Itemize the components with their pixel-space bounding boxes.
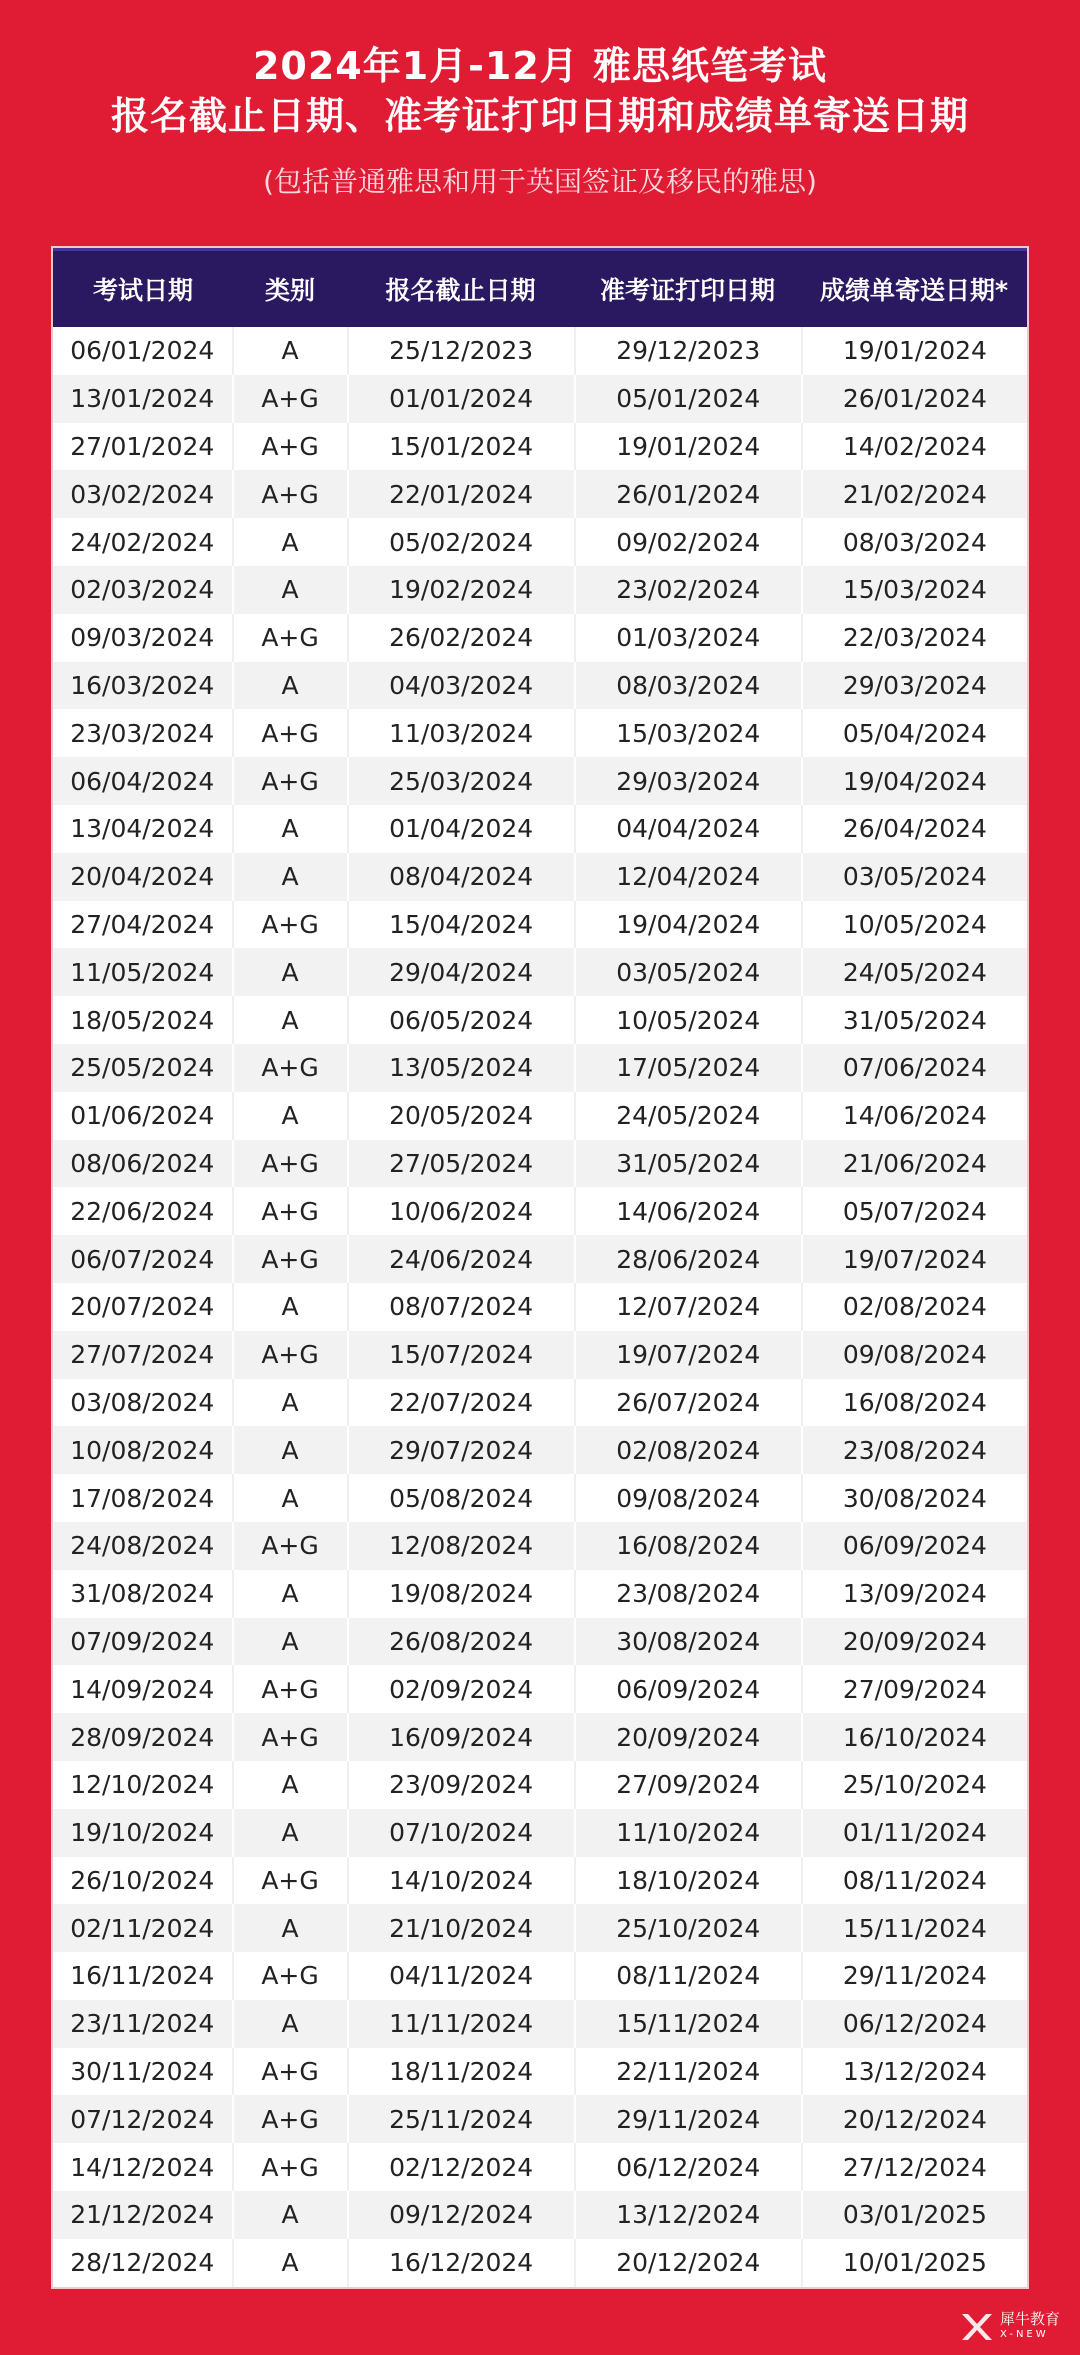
report-send-date-cell: 08/03/2024	[842, 527, 987, 557]
column-header-exam-date: 考试日期	[92, 276, 193, 305]
table-row	[53, 2191, 1027, 2239]
category-cell: A	[234, 1904, 349, 1952]
table-row	[53, 1187, 1027, 1235]
admission-print-date-cell: 02/08/2024	[576, 1426, 803, 1474]
category-cell: A	[234, 1379, 349, 1427]
category-cell: A+G	[234, 1665, 349, 1713]
registration-deadline-cell: 09/12/2024	[349, 2191, 576, 2239]
x-logo-icon	[960, 2312, 994, 2342]
registration-deadline-cell: 08/07/2024	[349, 1283, 576, 1331]
registration-deadline-cell: 04/03/2024	[349, 662, 576, 710]
table-row	[53, 1761, 1027, 1809]
report-send-date-cell: 13/12/2024	[842, 2057, 987, 2087]
report-send-date-cell: 26/04/2024	[842, 814, 987, 844]
registration-deadline-cell: 07/10/2024	[349, 1809, 576, 1857]
report-send-date-cell: 19/07/2024	[842, 1244, 987, 1274]
admission-print-date-cell: 25/10/2024	[576, 1904, 803, 1952]
admission-print-date-cell: 06/12/2024	[576, 2143, 803, 2191]
admission-print-date-cell: 27/09/2024	[576, 1761, 803, 1809]
table-row	[53, 996, 1027, 1044]
report-send-date-cell: 24/05/2024	[842, 957, 987, 987]
category-cell: A+G	[234, 470, 349, 518]
report-send-date-cell: 27/12/2024	[842, 2152, 987, 2182]
exam-date-cell: 11/05/2024	[53, 948, 234, 996]
category-cell: A+G	[234, 1522, 349, 1570]
exam-date-cell: 19/10/2024	[53, 1809, 234, 1857]
category-cell: A	[234, 2000, 349, 2048]
exam-date-cell: 27/01/2024	[53, 423, 234, 471]
report-send-date-cell: 14/02/2024	[842, 431, 987, 461]
admission-print-date-cell: 11/10/2024	[576, 1809, 803, 1857]
category-cell: A+G	[234, 1235, 349, 1283]
admission-print-date-cell: 03/05/2024	[576, 948, 803, 996]
admission-print-date-cell: 14/06/2024	[576, 1187, 803, 1235]
exam-date-cell: 26/10/2024	[53, 1857, 234, 1905]
category-cell: A+G	[234, 1713, 349, 1761]
table-row	[53, 1235, 1027, 1283]
registration-deadline-cell: 02/12/2024	[349, 2143, 576, 2191]
report-send-date-cell: 05/07/2024	[842, 1196, 987, 1226]
exam-date-cell: 16/11/2024	[53, 1952, 234, 2000]
exam-date-cell: 06/07/2024	[53, 1235, 234, 1283]
report-send-date-cell: 20/09/2024	[842, 1626, 987, 1656]
registration-deadline-cell: 01/04/2024	[349, 805, 576, 853]
admission-print-date-cell: 12/07/2024	[576, 1283, 803, 1331]
exam-date-cell: 25/05/2024	[53, 1044, 234, 1092]
admission-print-date-cell: 23/08/2024	[576, 1570, 803, 1618]
registration-deadline-cell: 19/08/2024	[349, 1570, 576, 1618]
table-row	[53, 1522, 1027, 1570]
report-send-date-cell: 27/09/2024	[842, 1674, 987, 1704]
category-cell: A+G	[234, 1187, 349, 1235]
exam-date-cell: 27/04/2024	[53, 901, 234, 949]
report-send-date-cell: 14/06/2024	[842, 1101, 987, 1131]
table-row	[53, 709, 1027, 757]
admission-print-date-cell: 26/01/2024	[576, 470, 803, 518]
report-send-date-cell: 10/05/2024	[842, 909, 987, 939]
brand-sub: X-NEW	[999, 2329, 1049, 2340]
exam-date-cell: 22/06/2024	[53, 1187, 234, 1235]
exam-date-cell: 13/04/2024	[53, 805, 234, 853]
report-send-date-cell: 30/08/2024	[842, 1483, 987, 1513]
category-cell: A	[234, 996, 349, 1044]
table-row	[53, 2000, 1027, 2048]
exam-date-cell: 27/07/2024	[53, 1331, 234, 1379]
table-row	[53, 1283, 1027, 1331]
registration-deadline-cell: 29/04/2024	[349, 948, 576, 996]
table-row	[53, 1713, 1027, 1761]
category-cell: A+G	[234, 614, 349, 662]
registration-deadline-cell: 15/07/2024	[349, 1331, 576, 1379]
admission-print-date-cell: 09/08/2024	[576, 1474, 803, 1522]
registration-deadline-cell: 26/02/2024	[349, 614, 576, 662]
exam-date-cell: 16/03/2024	[53, 662, 234, 710]
page-title: 2024年1月-12月 雅思纸笔考试	[252, 44, 828, 88]
registration-deadline-cell: 08/04/2024	[349, 853, 576, 901]
exam-date-cell: 21/12/2024	[53, 2191, 234, 2239]
admission-print-date-cell: 08/11/2024	[576, 1952, 803, 2000]
exam-date-cell: 24/02/2024	[53, 518, 234, 566]
category-cell: A+G	[234, 2048, 349, 2096]
admission-print-date-cell: 18/10/2024	[576, 1857, 803, 1905]
exam-date-cell: 20/07/2024	[53, 1283, 234, 1331]
registration-deadline-cell: 16/09/2024	[349, 1713, 576, 1761]
admission-print-date-cell: 17/05/2024	[576, 1044, 803, 1092]
table-row	[53, 518, 1027, 566]
registration-deadline-cell: 04/11/2024	[349, 1952, 576, 2000]
table-row	[53, 2095, 1027, 2143]
report-send-date-cell: 08/11/2024	[842, 1865, 987, 1895]
registration-deadline-cell: 16/12/2024	[349, 2239, 576, 2287]
admission-print-date-cell: 26/07/2024	[576, 1379, 803, 1427]
report-send-date-cell: 15/03/2024	[842, 575, 987, 605]
table-row	[53, 948, 1027, 996]
category-cell: A	[234, 518, 349, 566]
table-body	[53, 327, 1027, 2287]
admission-print-date-cell: 15/03/2024	[576, 709, 803, 757]
exam-date-cell: 07/09/2024	[53, 1618, 234, 1666]
report-send-date-cell: 10/01/2025	[842, 2248, 987, 2278]
column-header-category: 类别	[264, 276, 315, 305]
exam-date-cell: 18/05/2024	[53, 996, 234, 1044]
table-row	[53, 375, 1027, 423]
registration-deadline-cell: 25/11/2024	[349, 2095, 576, 2143]
exam-date-cell: 07/12/2024	[53, 2095, 234, 2143]
category-cell: A	[234, 948, 349, 996]
report-send-date-cell: 13/09/2024	[842, 1579, 987, 1609]
table-row	[53, 757, 1027, 805]
exam-date-cell: 09/03/2024	[53, 614, 234, 662]
report-send-date-cell: 20/12/2024	[842, 2104, 987, 2134]
admission-print-date-cell: 05/01/2024	[576, 375, 803, 423]
registration-deadline-cell: 05/02/2024	[349, 518, 576, 566]
table-row	[53, 805, 1027, 853]
table-row	[53, 1474, 1027, 1522]
admission-print-date-cell: 28/06/2024	[576, 1235, 803, 1283]
admission-print-date-cell: 30/08/2024	[576, 1618, 803, 1666]
admission-print-date-cell: 20/09/2024	[576, 1713, 803, 1761]
report-send-date-cell: 29/03/2024	[842, 670, 987, 700]
category-cell: A	[234, 2191, 349, 2239]
category-cell: A	[234, 1809, 349, 1857]
report-send-date-cell: 06/09/2024	[842, 1531, 987, 1561]
report-send-date-cell: 09/08/2024	[842, 1340, 987, 1370]
table-row	[53, 1426, 1027, 1474]
table-row	[53, 2048, 1027, 2096]
registration-deadline-cell: 11/11/2024	[349, 2000, 576, 2048]
category-cell: A	[234, 2239, 349, 2287]
report-send-date-cell: 01/11/2024	[842, 1818, 987, 1848]
admission-print-date-cell: 29/11/2024	[576, 2095, 803, 2143]
category-cell: A	[234, 1618, 349, 1666]
table-row	[53, 1809, 1027, 1857]
category-cell: A	[234, 1474, 349, 1522]
admission-print-date-cell: 12/04/2024	[576, 853, 803, 901]
registration-deadline-cell: 21/10/2024	[349, 1904, 576, 1952]
report-send-date-cell: 19/04/2024	[842, 766, 987, 796]
column-header-admission-print-date: 准考证打印日期	[599, 276, 775, 305]
category-cell: A+G	[234, 1331, 349, 1379]
brand-name: 犀牛教育	[999, 2310, 1060, 2328]
table-row	[53, 470, 1027, 518]
exam-date-cell: 14/12/2024	[53, 2143, 234, 2191]
category-cell: A+G	[234, 2143, 349, 2191]
table-row	[53, 901, 1027, 949]
admission-print-date-cell: 23/02/2024	[576, 566, 803, 614]
table-row	[53, 1092, 1027, 1140]
exam-date-cell: 02/11/2024	[53, 1904, 234, 1952]
admission-print-date-cell: 04/04/2024	[576, 805, 803, 853]
report-send-date-cell: 16/10/2024	[842, 1722, 987, 1752]
exam-date-cell: 08/06/2024	[53, 1140, 234, 1188]
report-send-date-cell: 31/05/2024	[842, 1005, 987, 1035]
table-row	[53, 662, 1027, 710]
exam-date-cell: 23/03/2024	[53, 709, 234, 757]
admission-print-date-cell: 20/12/2024	[576, 2239, 803, 2287]
category-cell: A+G	[234, 1140, 349, 1188]
admission-print-date-cell: 31/05/2024	[576, 1140, 803, 1188]
report-send-date-cell: 23/08/2024	[842, 1435, 987, 1465]
table-row	[53, 853, 1027, 901]
admission-print-date-cell: 24/05/2024	[576, 1092, 803, 1140]
table-row	[53, 1570, 1027, 1618]
registration-deadline-cell: 06/05/2024	[349, 996, 576, 1044]
report-send-date-cell: 21/02/2024	[842, 479, 987, 509]
table-row	[53, 1331, 1027, 1379]
category-cell: A+G	[234, 423, 349, 471]
report-send-date-cell: 26/01/2024	[842, 384, 987, 414]
table-row	[53, 566, 1027, 614]
registration-deadline-cell: 25/03/2024	[349, 757, 576, 805]
category-cell: A+G	[234, 1857, 349, 1905]
registration-deadline-cell: 25/12/2023	[349, 327, 576, 375]
exam-date-cell: 06/04/2024	[53, 757, 234, 805]
report-send-date-cell: 25/10/2024	[842, 1770, 987, 1800]
exam-date-cell: 17/08/2024	[53, 1474, 234, 1522]
table-row	[53, 327, 1027, 375]
exam-date-cell: 06/01/2024	[53, 327, 234, 375]
table-row	[53, 1379, 1027, 1427]
registration-deadline-cell: 26/08/2024	[349, 1618, 576, 1666]
exam-date-cell: 31/08/2024	[53, 1570, 234, 1618]
admission-print-date-cell: 19/04/2024	[576, 901, 803, 949]
table-row	[53, 614, 1027, 662]
table-row	[53, 1618, 1027, 1666]
registration-deadline-cell: 11/03/2024	[349, 709, 576, 757]
admission-print-date-cell: 01/03/2024	[576, 614, 803, 662]
registration-deadline-cell: 10/06/2024	[349, 1187, 576, 1235]
exam-date-cell: 01/06/2024	[53, 1092, 234, 1140]
category-cell: A+G	[234, 375, 349, 423]
registration-deadline-cell: 12/08/2024	[349, 1522, 576, 1570]
admission-print-date-cell: 19/01/2024	[576, 423, 803, 471]
admission-print-date-cell: 08/03/2024	[576, 662, 803, 710]
exam-date-cell: 03/02/2024	[53, 470, 234, 518]
table-row	[53, 423, 1027, 471]
category-cell: A	[234, 853, 349, 901]
report-send-date-cell: 19/01/2024	[842, 336, 987, 366]
category-cell: A	[234, 1283, 349, 1331]
admission-print-date-cell: 13/12/2024	[576, 2191, 803, 2239]
registration-deadline-cell: 05/08/2024	[349, 1474, 576, 1522]
admission-print-date-cell: 10/05/2024	[576, 996, 803, 1044]
report-send-date-cell: 22/03/2024	[842, 623, 987, 653]
category-cell: A	[234, 1761, 349, 1809]
category-cell: A	[234, 327, 349, 375]
registration-deadline-cell: 24/06/2024	[349, 1235, 576, 1283]
registration-deadline-cell: 14/10/2024	[349, 1857, 576, 1905]
category-cell: A+G	[234, 757, 349, 805]
report-send-date-cell: 03/01/2025	[842, 2200, 987, 2230]
category-cell: A	[234, 1426, 349, 1474]
category-cell: A+G	[234, 1044, 349, 1092]
registration-deadline-cell: 22/07/2024	[349, 1379, 576, 1427]
category-cell: A	[234, 1570, 349, 1618]
exam-date-cell: 28/12/2024	[53, 2239, 234, 2287]
category-cell: A	[234, 805, 349, 853]
exam-date-cell: 20/04/2024	[53, 853, 234, 901]
page-title-line2: 报名截止日期、准考证打印日期和成绩单寄送日期	[110, 94, 969, 138]
registration-deadline-cell: 13/05/2024	[349, 1044, 576, 1092]
registration-deadline-cell: 02/09/2024	[349, 1665, 576, 1713]
registration-deadline-cell: 15/01/2024	[349, 423, 576, 471]
table-row	[53, 2239, 1027, 2287]
registration-deadline-cell: 18/11/2024	[349, 2048, 576, 2096]
category-cell: A	[234, 566, 349, 614]
exam-date-cell: 28/09/2024	[53, 1713, 234, 1761]
registration-deadline-cell: 15/04/2024	[349, 901, 576, 949]
report-send-date-cell: 15/11/2024	[842, 1913, 987, 1943]
admission-print-date-cell: 06/09/2024	[576, 1665, 803, 1713]
registration-deadline-cell: 29/07/2024	[349, 1426, 576, 1474]
admission-print-date-cell: 15/11/2024	[576, 2000, 803, 2048]
admission-print-date-cell: 16/08/2024	[576, 1522, 803, 1570]
table-row	[53, 1857, 1027, 1905]
report-send-date-cell: 21/06/2024	[842, 1148, 987, 1178]
category-cell: A+G	[234, 1952, 349, 2000]
report-send-date-cell: 05/04/2024	[842, 718, 987, 748]
report-send-date-cell: 06/12/2024	[842, 2009, 987, 2039]
registration-deadline-cell: 22/01/2024	[349, 470, 576, 518]
report-send-date-cell: 03/05/2024	[842, 862, 987, 892]
table-row	[53, 2143, 1027, 2191]
exam-date-cell: 30/11/2024	[53, 2048, 234, 2096]
category-cell: A+G	[234, 901, 349, 949]
brand-watermark	[960, 2311, 1060, 2343]
exam-date-cell: 03/08/2024	[53, 1379, 234, 1427]
admission-print-date-cell: 29/03/2024	[576, 757, 803, 805]
table-row	[53, 1904, 1027, 1952]
category-cell: A+G	[234, 2095, 349, 2143]
report-send-date-cell: 07/06/2024	[842, 1053, 987, 1083]
table-row	[53, 1140, 1027, 1188]
page-subtitle: (包括普通雅思和用于英国签证及移民的雅思)	[263, 165, 817, 198]
admission-print-date-cell: 19/07/2024	[576, 1331, 803, 1379]
registration-deadline-cell: 19/02/2024	[349, 566, 576, 614]
table-row	[53, 1952, 1027, 2000]
registration-deadline-cell: 27/05/2024	[349, 1140, 576, 1188]
exam-date-cell: 24/08/2024	[53, 1522, 234, 1570]
table-row	[53, 1044, 1027, 1092]
admission-print-date-cell: 22/11/2024	[576, 2048, 803, 2096]
report-send-date-cell: 02/08/2024	[842, 1292, 987, 1322]
report-send-date-cell: 29/11/2024	[842, 1961, 987, 1991]
registration-deadline-cell: 23/09/2024	[349, 1761, 576, 1809]
exam-date-cell: 14/09/2024	[53, 1665, 234, 1713]
exam-date-cell: 12/10/2024	[53, 1761, 234, 1809]
exam-date-cell: 23/11/2024	[53, 2000, 234, 2048]
table-header	[53, 248, 1027, 327]
exam-date-cell: 10/08/2024	[53, 1426, 234, 1474]
registration-deadline-cell: 01/01/2024	[349, 375, 576, 423]
category-cell: A	[234, 662, 349, 710]
admission-print-date-cell: 09/02/2024	[576, 518, 803, 566]
column-header-report-send-date: 成绩单寄送日期*	[819, 276, 1009, 305]
report-send-date-cell: 16/08/2024	[842, 1387, 987, 1417]
registration-deadline-cell: 20/05/2024	[349, 1092, 576, 1140]
category-cell: A	[234, 1092, 349, 1140]
exam-date-cell: 02/03/2024	[53, 566, 234, 614]
table-row	[53, 1665, 1027, 1713]
category-cell: A+G	[234, 709, 349, 757]
schedule-table	[53, 248, 1027, 2287]
column-header-registration-deadline: 报名截止日期	[385, 276, 536, 305]
admission-print-date-cell: 29/12/2023	[576, 327, 803, 375]
exam-date-cell: 13/01/2024	[53, 375, 234, 423]
